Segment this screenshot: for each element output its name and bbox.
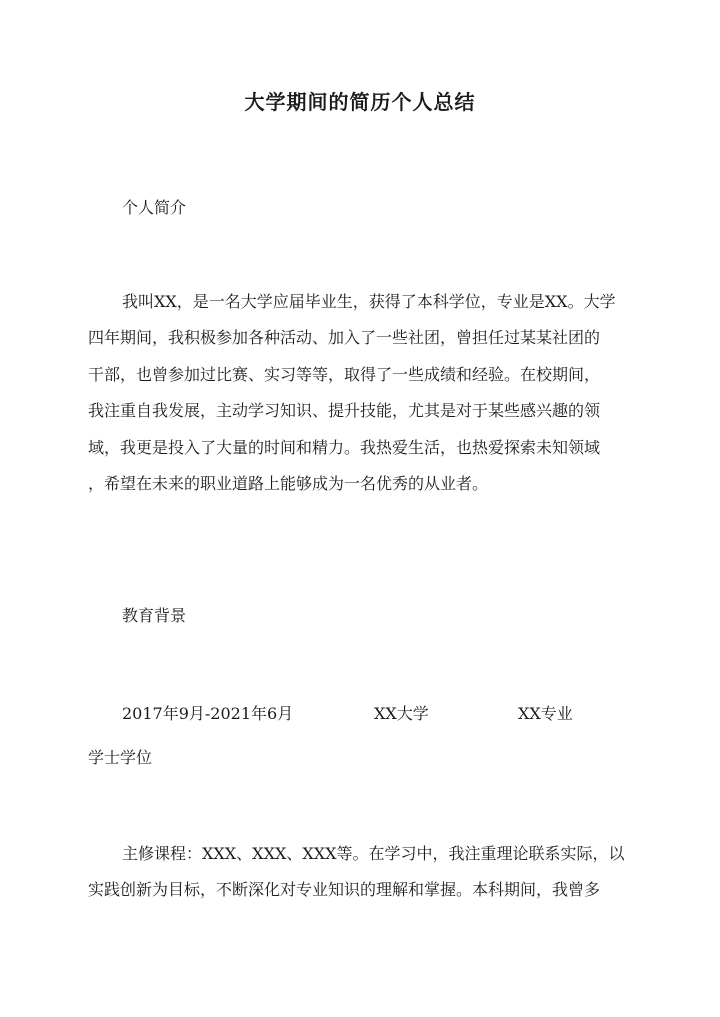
intro-line: 四年期间，我积极参加各种活动、加入了一些社团，曾担任过某某社团的 xyxy=(88,328,601,348)
courses-line: 主修课程：XXX、XXX、XXX等。在学习中，我注重理论联系实际，以 xyxy=(122,844,625,863)
intro-paragraph xyxy=(88,284,633,502)
intro-line: 干部，也曾参加过比赛、实习等等，取得了一些成绩和经验。在校期间， xyxy=(88,364,601,384)
section-heading-education: 教育背景 xyxy=(122,606,187,625)
education-period: 2017年9月-2021年6月 xyxy=(122,704,294,723)
courses-line: 实践创新为目标，不断深化对专业知识的理解和掌握。本科期间，我曾多 xyxy=(88,880,601,900)
courses-paragraph xyxy=(88,836,633,909)
education-school: XX大学 xyxy=(374,704,429,723)
education-degree: 学士学位 xyxy=(88,748,153,767)
section-heading-intro: 个人简介 xyxy=(122,198,187,217)
intro-line: 域，我更是投入了大量的时间和精力。我热爱生活，也热爱探索未知领域 xyxy=(88,437,601,457)
intro-line: ，希望在未来的职业道路上能够成为一名优秀的从业者。 xyxy=(88,474,489,494)
document-title: 大学期间的简历个人总结 xyxy=(244,90,476,114)
intro-line: 我注重自我发展，主动学习知识、提升技能，尤其是对于某些感兴趣的领 xyxy=(88,401,601,421)
education-major: XX专业 xyxy=(518,704,573,723)
intro-line: 我叫XX，是一名大学应届毕业生，获得了本科学位，专业是XX。大学 xyxy=(122,292,616,311)
